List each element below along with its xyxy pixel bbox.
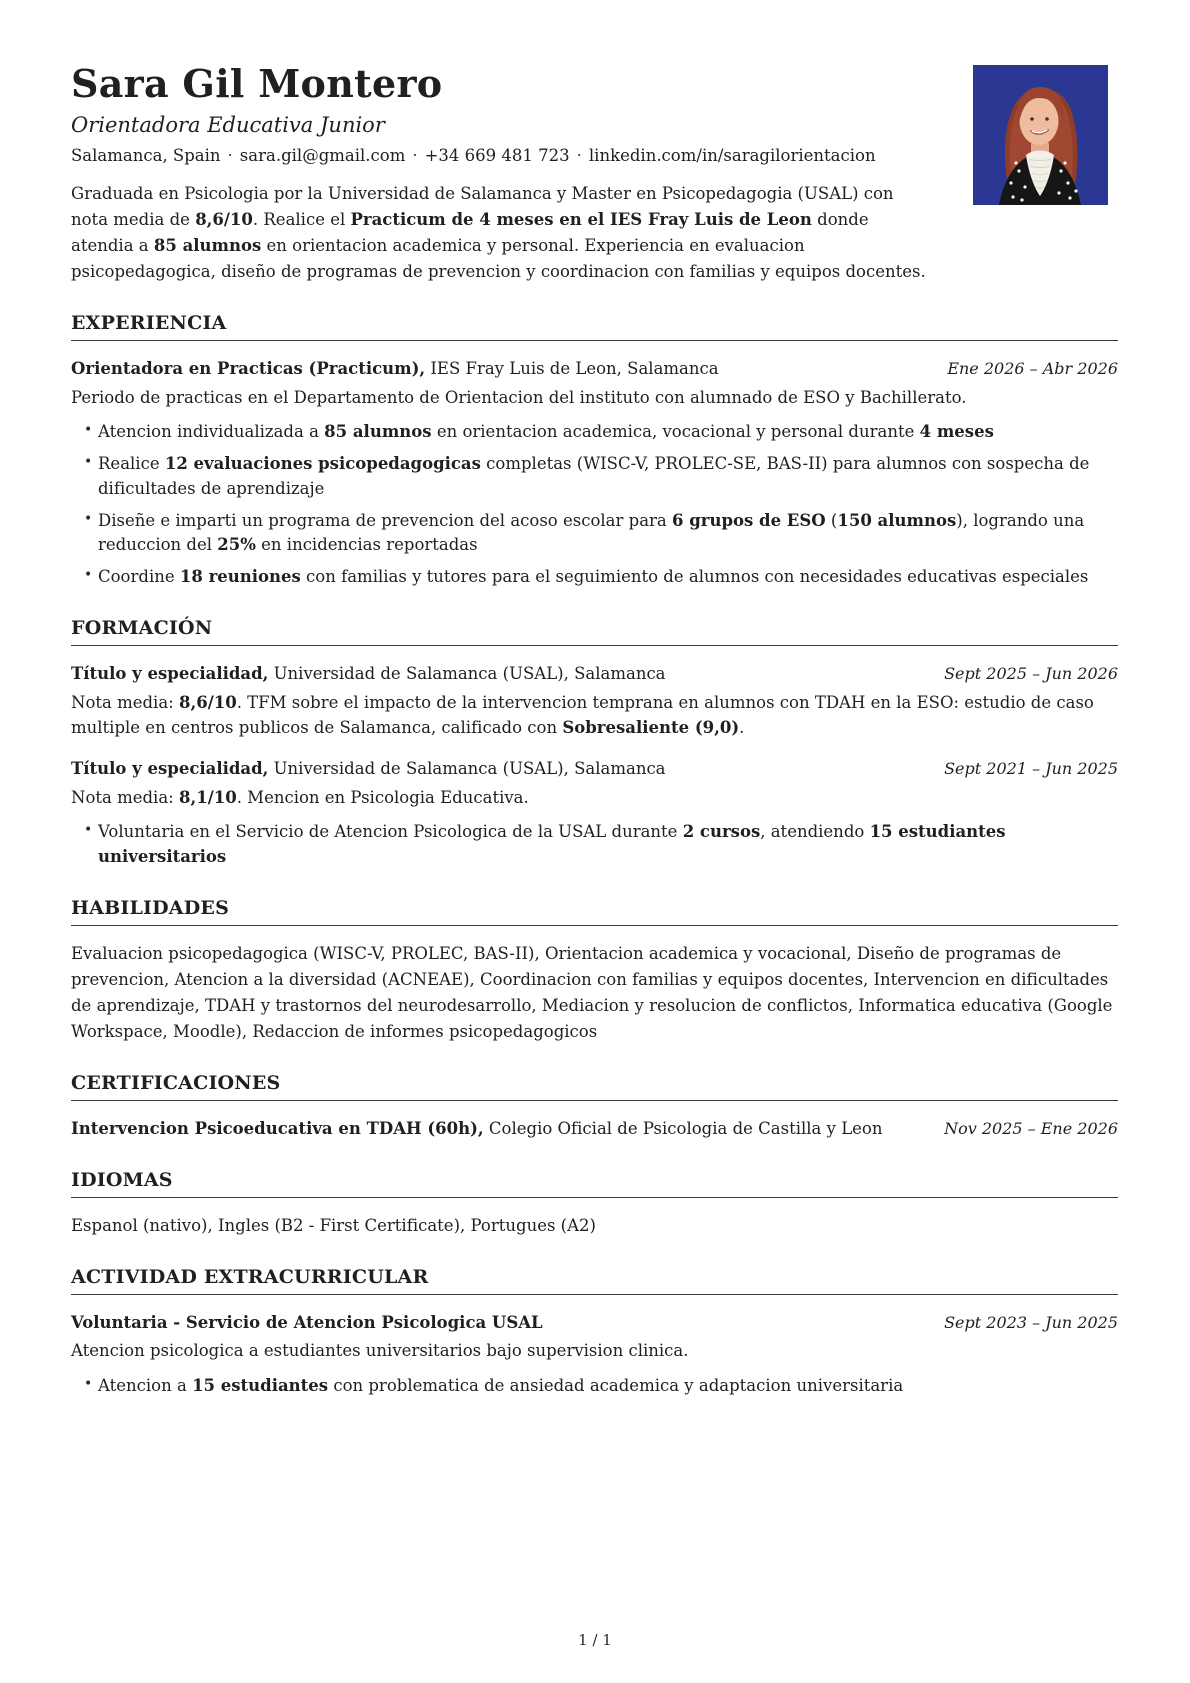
languages-text: Espanol (nativo), Ingles (B2 - First Certificate), Portugues (A2) [71, 1215, 596, 1235]
entry-date: Nov 2025 – Ene 2026 [944, 1118, 1118, 1138]
entry-date: Sept 2023 – Jun 2025 [944, 1312, 1118, 1332]
entry-title: Orientadora en Practicas (Practicum), IES Fray Luis de Leon, Salamanca [71, 359, 719, 379]
contact-email: sara.gil@gmail.com [239, 145, 406, 165]
contact-separator: · [576, 145, 582, 165]
bullet-list [71, 420, 1118, 590]
entry-title: Intervencion Psicoeducativa en TDAH (60h), Colegio Oficial de Psicologia de Castilla y Leon [71, 1118, 883, 1138]
bullet-item: • Voluntaria en el Servicio de Atencion Psicologica de la USAL durante 2 cursos, atendiendo 15 estudiantes universitarios [98, 820, 1118, 870]
entry-title: Título y especialidad, Universidad de Salamanca (USAL), Salamanca [71, 758, 666, 778]
header [71, 61, 1118, 285]
section-heading-certificaciones: CERTIFICACIONES [71, 1072, 1118, 1101]
job-title: Orientadora Educativa Junior [71, 112, 385, 137]
extracurricular-entry [71, 1311, 1118, 1399]
contact-line [71, 146, 945, 165]
section-experiencia [71, 312, 1118, 590]
page-number: 1 / 1 [578, 1631, 612, 1649]
experience-entry [71, 357, 1118, 590]
bullet-item: • Atencion a 15 estudiantes con problematica de ansiedad academica y adaptacion universitaria [98, 1374, 1118, 1399]
profile-summary: Graduada en Psicologia por la Universidad de Salamanca y Master en Psicopedagogia (USAL) con nota media de 8,6/10. Realice el Practicum de 4 meses en el IES Fray Luis de Leon donde atendia a 85 alumnos en orientacion academica y personal. Experiencia en evaluacion psicopedagogica, diseño de programas de prevencion y coordinacion con familias y equipos docentes. [71, 183, 926, 282]
entry-title: Título y especialidad, Universidad de Salamanca (USAL), Salamanca [71, 663, 666, 683]
entry-description: Atencion psicologica a estudiantes universitarios bajo supervision clinica. [71, 1341, 689, 1361]
bullet-list [71, 1374, 1118, 1399]
contact-separator: · [227, 145, 233, 165]
profile-photo-graphic [973, 65, 1108, 205]
entry-description: Periodo de practicas en el Departamento de Orientacion del instituto con alumnado de ESO y Bachillerato. [71, 387, 967, 407]
bullet-item: • Atencion individualizada a 85 alumnos en orientacion academica, vocacional y personal durante 4 meses [98, 420, 1118, 445]
section-habilidades [71, 897, 1118, 1045]
section-heading-actividad-extracurricular: ACTIVIDAD EXTRACURRICULAR [71, 1266, 1118, 1295]
header-text-block [71, 61, 945, 285]
section-heading-habilidades: HABILIDADES [71, 897, 1118, 926]
bullet-item: • Realice 12 evaluaciones psicopedagogicas completas (WISC-V, PROLEC-SE, BAS-II) para alumnos con sospecha de dificultades de aprendizaje [98, 452, 1118, 502]
profile-photo [973, 65, 1108, 205]
section-heading-experiencia: EXPERIENCIA [71, 312, 1118, 341]
bullet-item: • Diseñe e imparti un programa de prevencion del acoso escolar para 6 grupos de ESO (150 alumnos), logrando una reduccion del 25% en incidencias reportadas [98, 509, 1118, 559]
person-name: Sara Gil Montero [71, 61, 443, 106]
skills-text: Evaluacion psicopedagogica (WISC-V, PROLEC, BAS-II), Orientacion academica y vocacional, Diseño de programas de prevencion, Atencion a la diversidad (ACNEAE), Coordinacion con familias y equipos docentes, Intervencion en dificultades de aprendizaje, TDAH y trastornos del neurodesarrollo, Mediacion y resolucion de conflictos, Informatica educativa (Google Workspace, Moodle), Redaccion de informes psicopedagogicos [71, 943, 1113, 1041]
entry-date: Sept 2025 – Jun 2026 [944, 663, 1118, 683]
section-idiomas [71, 1169, 1118, 1239]
contact-separator: · [412, 145, 418, 165]
bullet-item: • Coordine 18 reuniones con familias y tutores para el seguimiento de alumnos con necesidades educativas especiales [98, 565, 1118, 590]
section-heading-formacion: FORMACIÓN [71, 617, 1118, 646]
certification-entry [71, 1117, 1118, 1142]
entry-title: Voluntaria - Servicio de Atencion Psicologica USAL [71, 1312, 543, 1332]
section-heading-idiomas: IDIOMAS [71, 1169, 1118, 1198]
contact-linkedin: linkedin.com/in/saragilorientacion [588, 145, 876, 165]
contact-phone: +34 669 481 723 [424, 145, 570, 165]
entry-description: Nota media: 8,6/10. TFM sobre el impacto de la intervencion temprana en alumnos con TDAH en la ESO: estudio de caso multiple en centros publicos de Salamanca, calificado con Sobresaliente (9,0). [71, 692, 1094, 738]
entry-date: Ene 2026 – Abr 2026 [947, 359, 1118, 379]
bullet-list [71, 820, 1118, 870]
section-formacion [71, 617, 1118, 870]
entry-description: Nota media: 8,1/10. Mencion en Psicologia Educativa. [71, 787, 529, 807]
section-certificaciones [71, 1072, 1118, 1142]
entry-date: Sept 2021 – Jun 2025 [944, 758, 1118, 778]
contact-location: Salamanca, Spain [71, 145, 221, 165]
education-entry [71, 662, 1118, 741]
education-entry [71, 757, 1118, 870]
section-actividad-extracurricular [71, 1266, 1118, 1399]
